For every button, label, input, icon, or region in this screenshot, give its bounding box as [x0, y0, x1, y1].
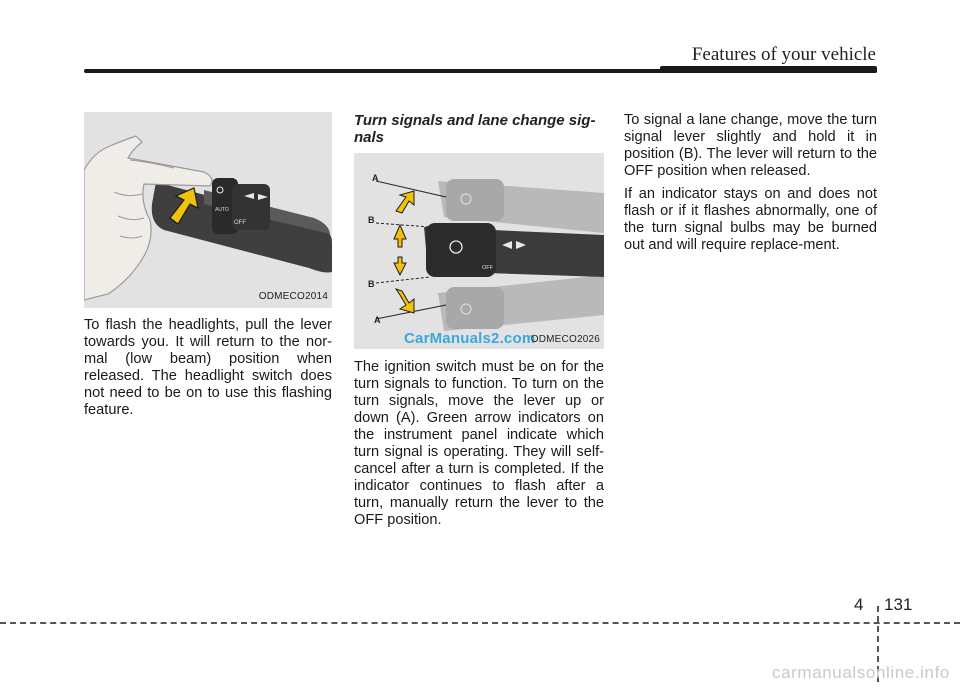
footer-rule	[0, 622, 960, 624]
column-2	[354, 112, 604, 535]
label-a-bottom: A	[374, 315, 381, 325]
watermark-carmanualsonline: carmanualsonline.info	[772, 663, 950, 682]
label-a-top: A	[372, 173, 379, 183]
turn-signal-illustration	[354, 153, 604, 349]
header-title: Features of your vehicle	[691, 44, 876, 65]
watermark-carmanuals: CarManuals2.com	[404, 330, 536, 347]
lever-off-label: OFF	[234, 220, 246, 226]
header-rule-accent	[660, 66, 877, 73]
lever-off-label: OFF	[482, 265, 493, 271]
column-3	[624, 112, 877, 260]
turn-signal-paragraph: The ignition switch must be on for the turn signals to function. To turn on the turn signals, move the lever up or down (A). Green arrow indicators on the instrument panel indicate which turn signal is operating. They will self-cancel after a turn is completed. If the indicator continues to flash after a turn, manually return the lever to the OFF position.	[354, 359, 604, 528]
chapter-number: 4	[854, 595, 864, 614]
headlight-flash-figure	[84, 112, 332, 308]
figure-code: ODMECO2014	[258, 291, 328, 302]
figure-code: ODMECO2026	[530, 334, 600, 345]
label-b-bottom: B	[368, 279, 375, 289]
arrow-down-small-icon	[394, 257, 406, 275]
headlight-flash-paragraph: To flash the headlights, pull the lever towards you. It will return to the nor-mal (low beam) position when released. The headlight switch does not need to be on to use this flashing feature.	[84, 317, 332, 418]
turn-signal-figure	[354, 153, 604, 349]
label-b-top: B	[368, 215, 375, 225]
indicator-fault-paragraph: If an indicator stays on and does not flash or if it flashes abnormally, one of the turn signal bulbs may be burned out and will require replace-ment.	[624, 186, 877, 253]
section-heading: Turn signals and lane change sig-nals	[354, 112, 596, 146]
arrow-up-small-icon	[394, 225, 406, 247]
lever-illustration	[84, 112, 332, 308]
lane-change-paragraph: To signal a lane change, move the turn signal lever slightly and hold it in position (B). The lever will return to the OFF position when released.	[624, 112, 877, 179]
arrow-up-large-icon	[396, 191, 414, 213]
page-number: 131	[884, 595, 913, 614]
column-1	[84, 112, 332, 425]
lever-auto-label: AUTO	[215, 207, 229, 213]
arrow-down-large-icon	[396, 289, 414, 313]
